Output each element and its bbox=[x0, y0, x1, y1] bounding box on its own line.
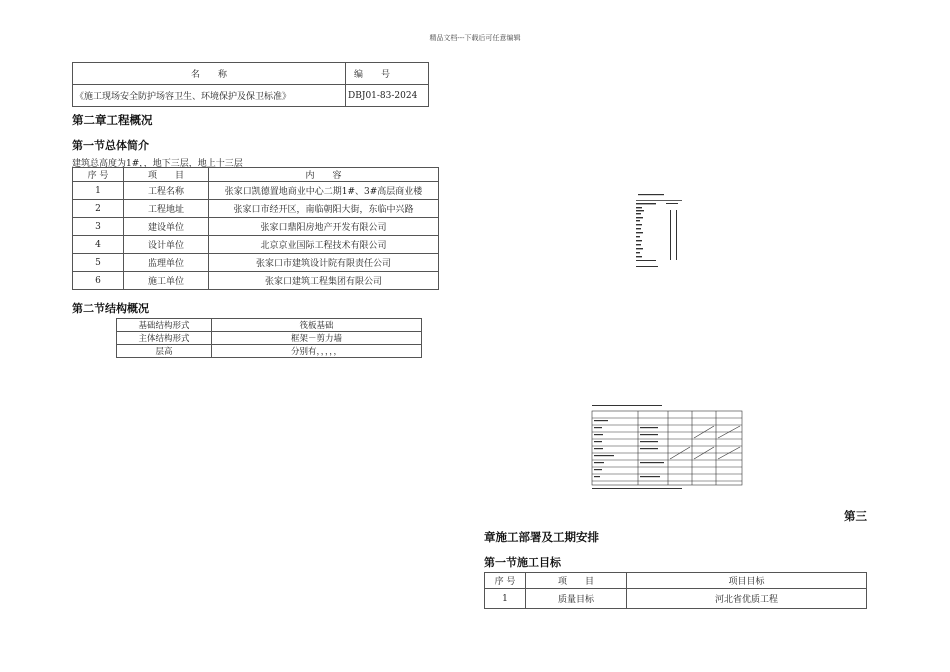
row-target: 河北省优质工程 bbox=[627, 589, 867, 609]
section-3-title: 第一节施工目标 bbox=[484, 556, 561, 569]
row-no: 6 bbox=[73, 272, 124, 290]
row-content: 张家口凯德置地商业中心二期1#、3#高层商业楼 bbox=[209, 182, 439, 200]
table-row bbox=[117, 319, 422, 332]
overview-table bbox=[72, 167, 439, 290]
row-item: 工程地址 bbox=[124, 200, 209, 218]
structure-value: 筏板基础 bbox=[212, 319, 422, 332]
structure-value: 框架－剪力墙 bbox=[212, 332, 422, 345]
building-height-note: 建筑总高度为1#，，地下三层，地上十三层 bbox=[72, 159, 243, 169]
row-no: 1 bbox=[485, 589, 526, 609]
row-content: 北京京业国际工程技术有限公司 bbox=[209, 236, 439, 254]
overview-header-content: 内 容 bbox=[209, 168, 439, 182]
chapter-2-title: 第二章工程概况 bbox=[72, 113, 153, 127]
row-content: 张家口鼎阳房地产开发有限公司 bbox=[209, 218, 439, 236]
standards-code-cell: DBJ01-83-2024 bbox=[346, 85, 429, 107]
standards-header-code: 编 号 bbox=[346, 63, 429, 85]
row-item: 质量目标 bbox=[526, 589, 627, 609]
goals-header-item: 项 目 bbox=[526, 573, 627, 589]
table-row bbox=[73, 182, 439, 200]
row-no: 1 bbox=[73, 182, 124, 200]
goals-table bbox=[484, 572, 867, 609]
row-no: 3 bbox=[73, 218, 124, 236]
table-row bbox=[73, 218, 439, 236]
goals-header-target: 项目目标 bbox=[627, 573, 867, 589]
row-item: 监理单位 bbox=[124, 254, 209, 272]
chapter-3-title-start: 第三 bbox=[844, 509, 867, 523]
embedded-document-thumbnail bbox=[632, 192, 686, 278]
row-item: 设计单位 bbox=[124, 236, 209, 254]
row-item: 施工单位 bbox=[124, 272, 209, 290]
row-content: 张家口建筑工程集团有限公司 bbox=[209, 272, 439, 290]
row-no: 5 bbox=[73, 254, 124, 272]
structure-label: 基础结构形式 bbox=[117, 319, 212, 332]
table-row bbox=[73, 236, 439, 254]
table-row bbox=[73, 272, 439, 290]
structure-table bbox=[116, 318, 422, 358]
row-item: 工程名称 bbox=[124, 182, 209, 200]
standards-name-cell: 《施工现场安全防护场容卫生、环境保护及保卫标准》 bbox=[73, 85, 346, 107]
standards-header-name: 名 称 bbox=[73, 63, 346, 85]
table-row bbox=[117, 332, 422, 345]
header-note: 精品文档---下载后可任意编辑 bbox=[429, 34, 521, 42]
chapter-3-title-rest: 章施工部署及工期安排 bbox=[484, 530, 599, 544]
standards-table bbox=[72, 62, 429, 107]
row-no: 4 bbox=[73, 236, 124, 254]
overview-header-item: 项 目 bbox=[124, 168, 209, 182]
row-content: 张家口市建筑设计院有限责任公司 bbox=[209, 254, 439, 272]
row-item: 建设单位 bbox=[124, 218, 209, 236]
table-row bbox=[485, 589, 867, 609]
table-row bbox=[117, 345, 422, 358]
overview-header-no: 序 号 bbox=[73, 168, 124, 182]
embedded-table-thumbnail bbox=[590, 404, 746, 492]
goals-header-no: 序 号 bbox=[485, 573, 526, 589]
table-row bbox=[73, 254, 439, 272]
table-row bbox=[73, 200, 439, 218]
structure-label: 层高 bbox=[117, 345, 212, 358]
row-content: 张家口市经开区，南临朝阳大街，东临中兴路 bbox=[209, 200, 439, 218]
structure-label: 主体结构形式 bbox=[117, 332, 212, 345]
section-2-title: 第二节结构概况 bbox=[72, 302, 149, 315]
structure-value: 分别有，，，，， bbox=[212, 345, 422, 358]
section-1-title: 第一节总体简介 bbox=[72, 139, 149, 152]
row-no: 2 bbox=[73, 200, 124, 218]
